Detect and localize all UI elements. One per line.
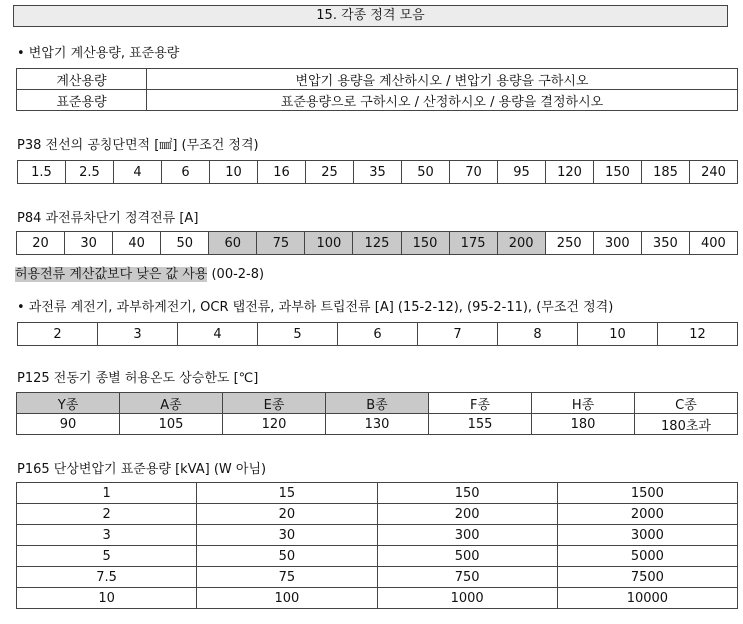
relay-tap-cell: 2 [18, 323, 98, 346]
breaker-rating-cell: 300 [593, 232, 641, 255]
page-title: 15. 각종 정격 모음 [13, 5, 728, 27]
kva-cell: 7500 [557, 567, 737, 588]
table-row [17, 483, 738, 504]
relay-tap-cell: 12 [658, 323, 738, 346]
table-row [18, 323, 738, 346]
table-row [17, 525, 738, 546]
breaker-rating-cell: 20 [17, 232, 65, 255]
table-row [17, 546, 738, 567]
transformer-heading: • 변압기 계산용량, 표준용량 [17, 46, 180, 61]
insulation-class-cell: F종 [429, 393, 532, 414]
kva-cell: 1000 [377, 588, 557, 609]
wire-size-cell: 95 [498, 161, 546, 184]
table-row [17, 90, 738, 111]
table-row [18, 161, 738, 184]
wire-heading: P38 전선의 공칭단면적 [㎟] (무조건 정격) [17, 138, 259, 153]
kva-cell: 200 [377, 504, 557, 525]
wire-size-cell: 2.5 [66, 161, 114, 184]
kva-cell: 10 [17, 588, 197, 609]
temp-limit-cell: 105 [120, 414, 223, 435]
table-row [17, 588, 738, 609]
wire-size-cell: 50 [402, 161, 450, 184]
insulation-class-cell: E종 [223, 393, 326, 414]
relay-tap-table [17, 322, 738, 346]
breaker-rating-cell: 125 [353, 232, 401, 255]
kva-cell: 3 [17, 525, 197, 546]
table-row [17, 232, 738, 255]
capacity-term: 표준용량 [17, 90, 147, 111]
kva-cell: 3000 [557, 525, 737, 546]
relay-tap-cell: 6 [338, 323, 418, 346]
breaker-rating-cell: 50 [161, 232, 209, 255]
temp-limit-cell: 155 [429, 414, 532, 435]
insulation-class-cell: B종 [326, 393, 429, 414]
kva-cell: 20 [197, 504, 377, 525]
breaker-rating-cell: 30 [65, 232, 113, 255]
insulation-class-cell: H종 [532, 393, 635, 414]
relay-tap-cell: 10 [578, 323, 658, 346]
breaker-rating-cell: 150 [401, 232, 449, 255]
temp-limit-cell: 130 [326, 414, 429, 435]
kva-cell: 15 [197, 483, 377, 504]
relay-tap-cell: 7 [418, 323, 498, 346]
temp-limit-cell: 180초과 [635, 414, 738, 435]
kva-cell: 75 [197, 567, 377, 588]
kva-cell: 750 [377, 567, 557, 588]
relay-tap-cell: 4 [178, 323, 258, 346]
kva-cell: 7.5 [17, 567, 197, 588]
insulation-class-cell: Y종 [17, 393, 120, 414]
temp-limit-cell: 120 [223, 414, 326, 435]
kva-cell: 500 [377, 546, 557, 567]
temp-limit-cell: 90 [17, 414, 120, 435]
kva-cell: 2000 [557, 504, 737, 525]
wire-size-cell: 6 [162, 161, 210, 184]
capacity-description: 변압기 용량을 계산하시오 / 변압기 용량을 구하시오 [147, 69, 738, 90]
motor-temp-table [16, 392, 738, 435]
breaker-rating-cell: 40 [113, 232, 161, 255]
table-row [17, 69, 738, 90]
insulation-class-cell: A종 [120, 393, 223, 414]
breaker-rating-cell: 175 [449, 232, 497, 255]
capacity-term: 계산용량 [17, 69, 147, 90]
kva-cell: 1 [17, 483, 197, 504]
wire-size-cell: 35 [354, 161, 402, 184]
breaker-rating-cell: 60 [209, 232, 257, 255]
kva-cell: 1500 [557, 483, 737, 504]
kva-cell: 50 [197, 546, 377, 567]
breaker-rating-cell: 200 [497, 232, 545, 255]
table-row [17, 567, 738, 588]
kva-cell: 5000 [557, 546, 737, 567]
relay-tap-cell: 5 [258, 323, 338, 346]
wire-size-table [17, 160, 738, 184]
insulation-class-cell: C종 [635, 393, 738, 414]
kva-cell: 30 [197, 525, 377, 546]
wire-size-cell: 4 [114, 161, 162, 184]
breaker-note [15, 263, 264, 282]
single-phase-capacity-table [16, 482, 738, 609]
breaker-rating-cell: 350 [641, 232, 689, 255]
breaker-note-ref: (00-2-8) [207, 267, 265, 282]
breaker-rating-cell: 100 [305, 232, 353, 255]
wire-size-cell: 1.5 [18, 161, 66, 184]
relay-tap-cell: 8 [498, 323, 578, 346]
wire-size-cell: 25 [306, 161, 354, 184]
transformer-capacity-table [16, 68, 738, 111]
table-row [17, 414, 738, 435]
temp-limit-cell: 180 [532, 414, 635, 435]
kva-cell: 150 [377, 483, 557, 504]
kva-cell: 100 [197, 588, 377, 609]
wire-size-cell: 10 [210, 161, 258, 184]
wire-size-cell: 185 [642, 161, 690, 184]
breaker-rating-cell: 400 [689, 232, 737, 255]
kva-cell: 10000 [557, 588, 737, 609]
motor-heading: P125 전동기 종별 허용온도 상승한도 [℃] [17, 371, 259, 386]
single-phase-heading: P165 단상변압기 표준용량 [kVA] (W 아님) [17, 462, 267, 477]
breaker-note-highlight: 허용전류 계산값보다 낮은 값 사용 [15, 267, 208, 282]
table-row [17, 393, 738, 414]
breaker-heading: P84 과전류차단기 정격전류 [A] [17, 211, 199, 226]
capacity-description: 표준용량으로 구하시오 / 산정하시오 / 용량을 결정하시오 [147, 90, 738, 111]
wire-size-cell: 240 [690, 161, 738, 184]
wire-size-cell: 70 [450, 161, 498, 184]
wire-size-cell: 16 [258, 161, 306, 184]
breaker-rating-table [16, 231, 738, 255]
relay-tap-cell: 3 [98, 323, 178, 346]
wire-size-cell: 150 [594, 161, 642, 184]
wire-size-cell: 120 [546, 161, 594, 184]
kva-cell: 300 [377, 525, 557, 546]
breaker-rating-cell: 75 [257, 232, 305, 255]
breaker-rating-cell: 250 [545, 232, 593, 255]
table-row [17, 504, 738, 525]
kva-cell: 2 [17, 504, 197, 525]
kva-cell: 5 [17, 546, 197, 567]
relay-heading: • 과전류 계전기, 과부하계전기, OCR 탭전류, 과부하 트립전류 [A] (15-2-12), (95-2-11), (무조건 정격) [17, 300, 614, 315]
